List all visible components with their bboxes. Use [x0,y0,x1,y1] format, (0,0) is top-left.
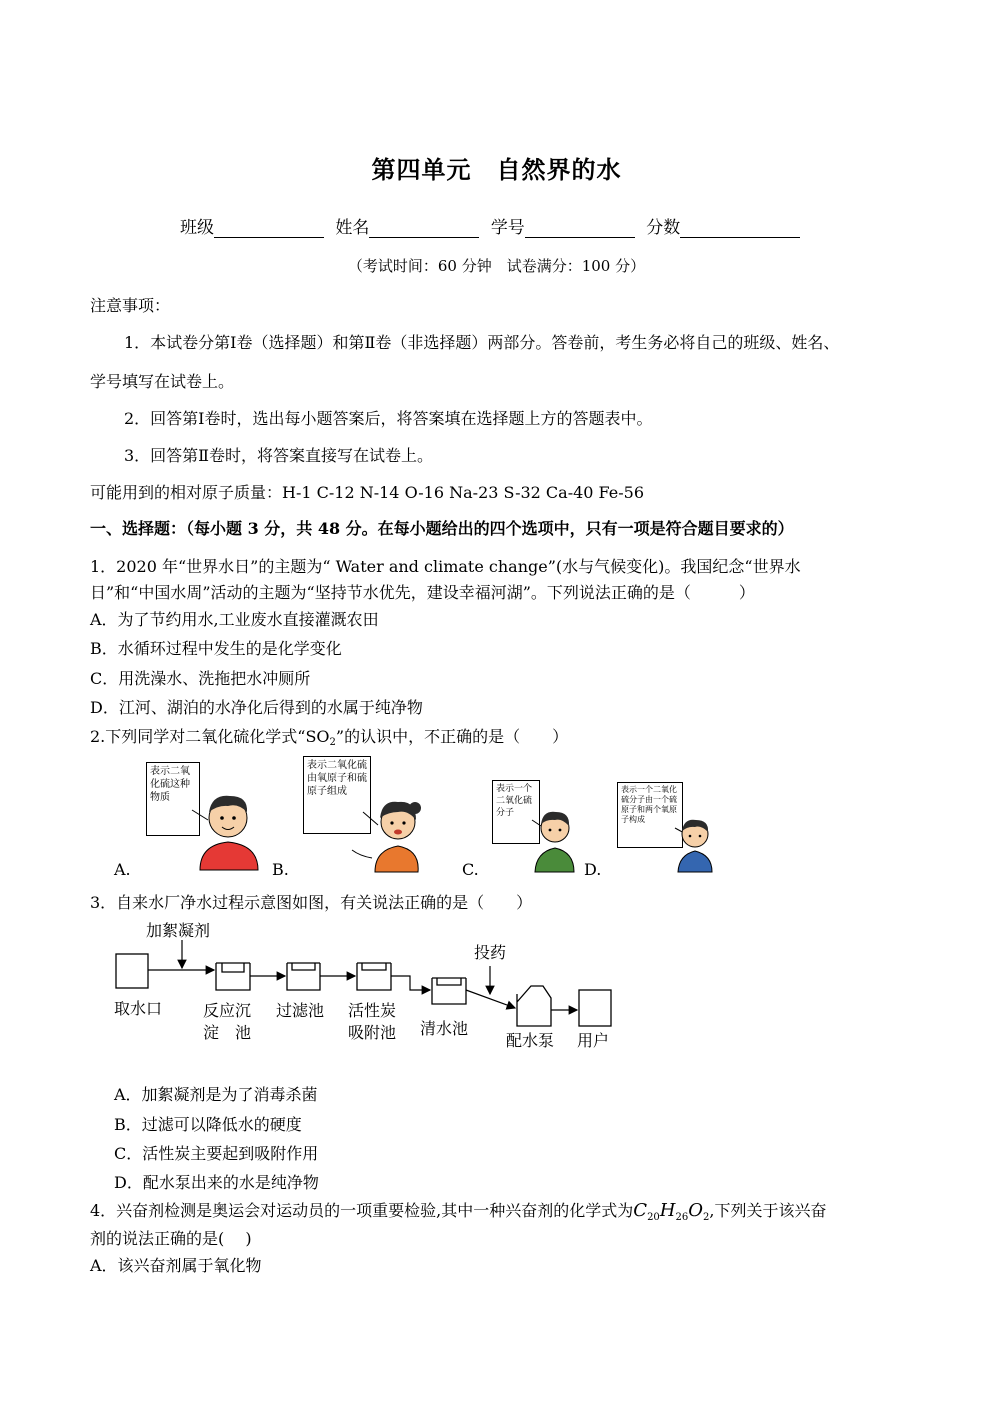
note-1-cont: 学号填写在试卷上。 [90,372,235,391]
formula-o: O [688,1200,703,1221]
q2-bubble-d: 表示一个二氧化硫分子由一个硫原子和两个氧原子构成 [617,782,683,848]
q1-option-d[interactable]: D．江河、湖泊的水净化后得到的水属于纯净物 [90,698,423,717]
formula-c-count: 20 [647,1212,660,1223]
formula-c: C [633,1200,648,1221]
q1-option-a[interactable]: A．为了节约用水,工业废水直接灌溉农田 [90,610,379,629]
q4-stem-line-2: 剂的说法正确的是( ) [90,1229,252,1248]
class-label: 班级 [180,218,214,238]
formula-o-count: 2 [703,1212,710,1223]
score-label: 分数 [646,218,681,238]
q2-stem-pre: 2.下列同学对二氧化硫化学式“SO [90,727,330,746]
note-3: 3．回答第Ⅱ卷时，将答案直接写在试卷上。 [124,446,434,465]
label-intake: 取水口 [114,999,163,1018]
label-dose: 投药 [474,943,507,962]
q2-stem-sub: 2 [329,737,336,748]
q4-option-a[interactable]: A．该兴奋剂属于氧化物 [90,1256,262,1275]
q4-formula [633,1200,709,1221]
notes-heading: 注意事项： [90,296,171,315]
q2-option-a[interactable]: A. [114,860,131,879]
q4-stem-pre: 4．兴奋剂检测是奥运会对运动员的一项重要检验,其中一种兴奋剂的化学式为 [90,1201,634,1220]
q3-stem: 3．自来水厂净水过程示意图如图，有关说法正确的是（ ） [90,893,533,912]
q2-stem-post: ”的认识中，不正确的是（ ） [335,727,569,746]
label-settle-2: 淀 池 [203,1023,252,1042]
q2-option-c[interactable]: C. [462,860,479,879]
label-pump: 配水泵 [506,1031,555,1050]
q3-option-c[interactable]: C．活性炭主要起到吸附作用 [114,1144,319,1163]
note-1: 1．本试卷分第Ⅰ卷（选择题）和第Ⅱ卷（非选择题）两部分。答卷前，考生务必将自己的班级、姓名、 [124,333,840,352]
q2-bubble-a: 表示二氧化硫这种物质 [146,762,200,836]
q1-stem-line-1: 1．2020 年“世界水日”的主题为“ Water and climate change”(水与气候变化)。我国纪念“世界水 [90,557,801,576]
formula-h: H [659,1200,676,1221]
label-add-coagulant: 加絮凝剂 [146,921,211,940]
page-title: 第四单元 自然界的水 [371,155,622,184]
q1-option-b[interactable]: B．水循环过程中发生的是化学变化 [90,639,342,658]
label-carbon-2: 吸附池 [348,1023,397,1042]
q1-stem-line-2: 日”和“中国水周”活动的主题为“坚持节水优先，建设幸福河湖”。下列说法正确的是（ ） [90,583,755,602]
label-carbon-1: 活性炭 [348,1001,397,1020]
section-1-header: 一、选择题：（每小题 3 分，共 48 分。在每小题给出的四个选项中，只有一项是符合题目要求的） [90,519,794,538]
pump-shape [517,986,551,1026]
q1-option-c[interactable]: C．用洗澡水、洗拖把水冲厕所 [90,669,311,688]
name-label: 姓名 [335,218,370,238]
exam-time: （考试时间：60 分钟 试卷满分：100 分） [347,257,646,275]
formula-h-count: 26 [675,1212,689,1223]
q3-option-a[interactable]: A．加絮凝剂是为了消毒杀菌 [114,1085,318,1104]
intake-box [116,954,148,988]
q2-option-b[interactable]: B. [272,860,289,879]
q3-option-d[interactable]: D．配水泵出来的水是纯净物 [114,1173,319,1192]
label-filter: 过滤池 [276,1001,325,1020]
q4-stem-post: ,下列关于该兴奋 [709,1201,827,1220]
label-user: 用户 [577,1031,610,1050]
q2-bubble-b: 表示二氧化硫由氧原子和硫原子组成 [303,756,371,834]
label-clear: 清水池 [420,1019,469,1038]
label-settle-1: 反应沉 [203,1001,252,1020]
q3-option-b[interactable]: B．过滤可以降低水的硬度 [114,1115,302,1134]
note-2: 2．回答第Ⅰ卷时，选出每小题答案后，将答案填在选择题上方的答题表中。 [124,409,653,428]
id-label: 学号 [490,218,525,238]
reaction-tank [216,963,250,990]
q2-bubble-c: 表示一个二氧化硫分子 [492,780,540,844]
q2-option-d[interactable]: D. [584,860,602,879]
q4-stem-line-1 [90,1198,826,1223]
user-box [579,990,611,1026]
atomic-masses: 可能用到的相对原子质量：H-1 C-12 N-14 O-16 Na-23 S-32 Ca-40 Fe-56 [90,483,645,502]
